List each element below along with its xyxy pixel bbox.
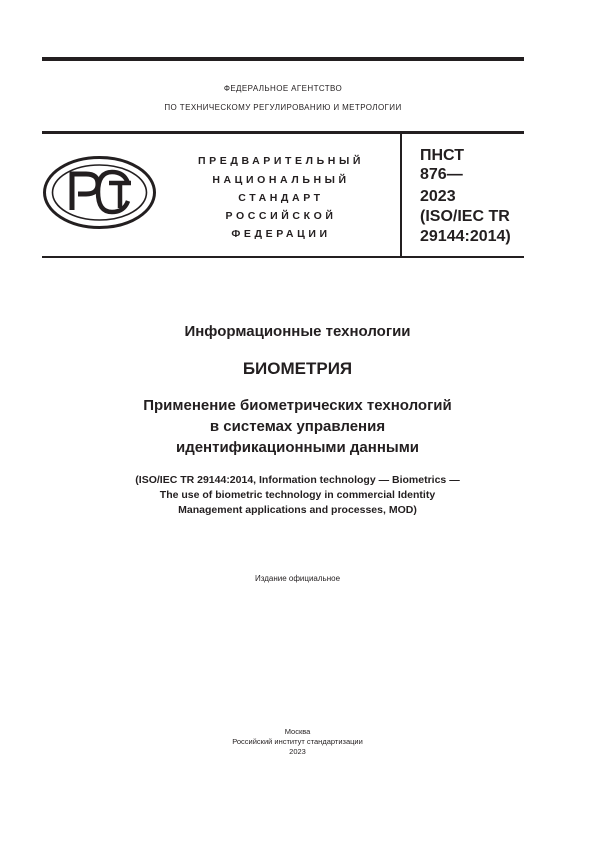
designation-line-3: 2023 (420, 188, 456, 205)
title-field: Информационные технологии (184, 323, 411, 340)
imprint-year: 2023 (289, 747, 306, 756)
designation-line-2: 876— (420, 166, 463, 183)
title-sub-line-3: идентификационными данными (175, 439, 420, 456)
header-divider (400, 134, 402, 256)
standard-type-line-5: ФЕДЕРАЦИИ (231, 228, 331, 240)
agency-line-1: ФЕДЕРАЛЬНОЕ АГЕНТСТВО (223, 84, 343, 93)
title-sub-line-2: в системах управления (209, 418, 386, 435)
standard-type-line-4: РОССИЙСКОЙ (225, 210, 337, 222)
designation-line-5: 29144:2014) (420, 228, 511, 245)
designation-line-4: (ISO/IEC TR (420, 208, 510, 225)
top-rule (42, 57, 524, 61)
imprint-city: Москва (284, 727, 311, 736)
edition-label: Издание официальное (254, 574, 341, 583)
header-bottom-rule (42, 256, 524, 258)
original-line-2: The use of biometric technology in commercial Identity (159, 489, 436, 501)
header-top-rule (42, 131, 524, 134)
standard-type-line-3: СТАНДАРТ (238, 192, 324, 204)
title-sub-line-1: Применение биометрических технологий (143, 397, 452, 414)
designation-line-1: ПНСТ (420, 147, 464, 164)
original-line-1: (ISO/IEC TR 29144:2014, Information technology — Biometrics — (135, 474, 460, 486)
agency-line-2: ПО ТЕХНИЧЕСКОМУ РЕГУЛИРОВАНИЮ И МЕТРОЛОГИИ (164, 103, 402, 112)
rst-logo (42, 155, 157, 230)
original-line-3: Management applications and processes, MOD) (178, 504, 417, 516)
title-main: БИОМЕТРИЯ (242, 359, 353, 378)
standard-type-line-1: ПРЕДВАРИТЕЛЬНЫЙ (198, 155, 364, 167)
standard-type-line-2: НАЦИОНАЛЬНЫЙ (212, 174, 350, 186)
imprint-publisher: Российский институт стандартизации (232, 737, 363, 746)
